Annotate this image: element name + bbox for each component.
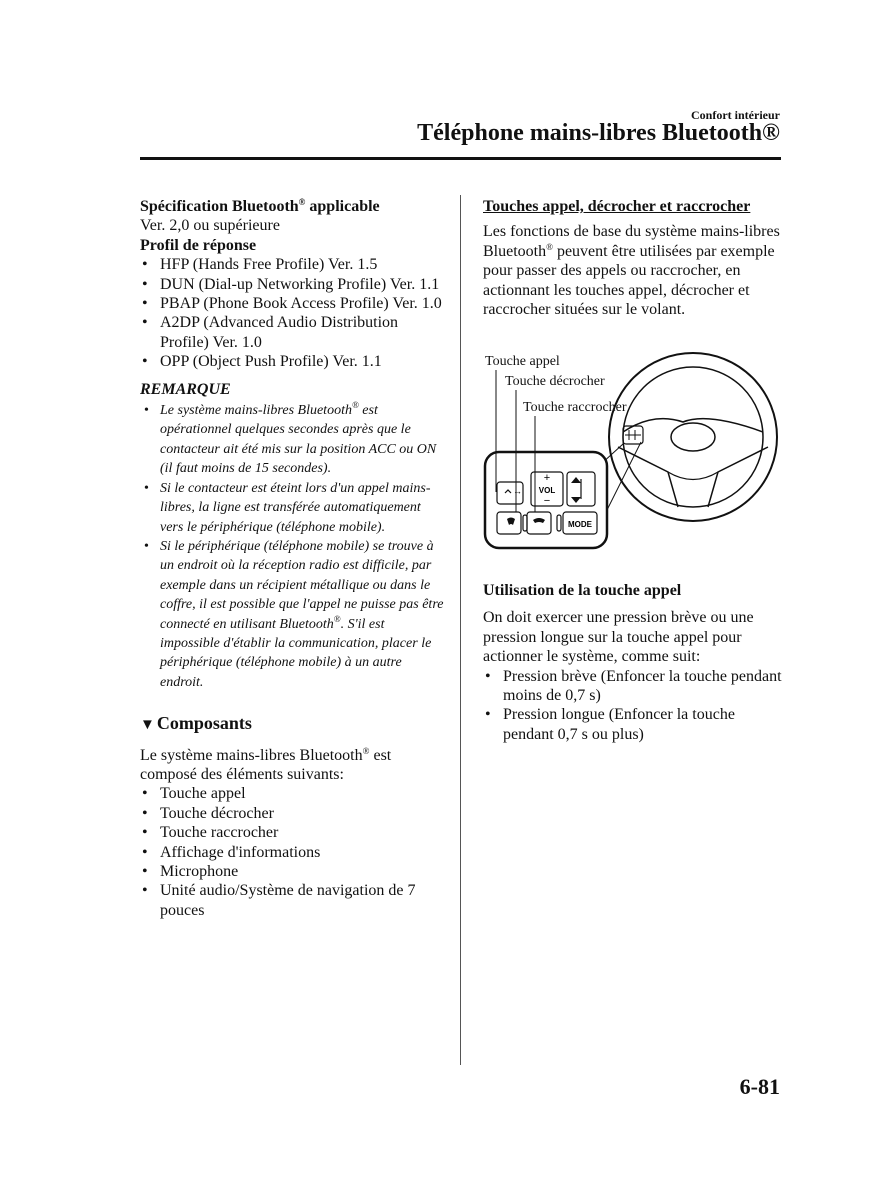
list-item: • HFP (Hands Free Profile) Ver. 1.5 (142, 256, 378, 274)
keys-paragraph: Les fonctions de base du système mains-libres Bluetooth® peuvent être utilisées par exemple pour passer des appels ou raccrocher, en actionnant les touches appel, décrocher et raccrocher situées sur le volant. (483, 223, 780, 319)
label-hangup-key: Touche raccrocher (523, 400, 627, 415)
minus-sign: − (543, 495, 551, 507)
note-list (140, 401, 445, 692)
right-column (483, 197, 783, 319)
list-item: • Pression brève (Enfoncer la touche pendant moins de 0,7 s) (485, 667, 782, 705)
list-item: • Touche décrocher (142, 804, 274, 822)
section-label: Confort intérieur (691, 108, 780, 122)
list-item: • Pression longue (Enfoncer la touche pendant 0,7 s ou plus) (485, 706, 735, 743)
components-list (140, 784, 445, 920)
page-number: 6-81 (739, 1074, 780, 1099)
mode-label: MODE (568, 520, 592, 529)
usage-list (483, 667, 783, 745)
plus-sign: + (543, 472, 551, 484)
list-item: • PBAP (Phone Book Access Profile) Ver. 1.0 (142, 295, 442, 313)
triangle-marker-icon: ▼ (140, 717, 155, 734)
usage-block (483, 581, 783, 744)
list-item: • Affichage d'informations (142, 843, 321, 861)
profile-title: Profil de réponse (140, 236, 257, 254)
steering-wheel-figure (483, 352, 783, 570)
note-item: • Si le contacteur est éteint lors d'un appel mains-libres, la ligne est transférée automatiquement vers le périphérique (téléphone mobile). (144, 480, 431, 535)
list-item: • Touche raccrocher (142, 824, 279, 842)
note-item: • Le système mains-libres Bluetooth® est opérationnel quelques secondes après que le contacteur ait été mis sur la position ACC ou ON (il faut moins de 15 secondes). (144, 400, 437, 477)
label-call-key: Touche appel (485, 354, 560, 369)
column-divider (460, 195, 461, 1065)
list-item: • DUN (Dial-up Networking Profile) Ver. 1.1 (142, 275, 440, 293)
components-intro: Le système mains-libres Bluetooth® est composé des éléments suivants: (140, 745, 392, 783)
label-pickup-key: Touche décrocher (505, 374, 605, 389)
left-column (140, 197, 445, 920)
header-rule (140, 157, 781, 160)
spec-title: Spécification Bluetooth® applicable (140, 197, 380, 215)
list-item: • Unité audio/Système de navigation de 7 pouces (142, 882, 416, 919)
list-item: • A2DP (Advanced Audio Distribution Profile) Ver. 1.0 (142, 314, 399, 351)
section-heading: ▼ Composants (140, 713, 252, 734)
profile-list (140, 255, 445, 371)
list-item: • Microphone (142, 863, 239, 880)
usage-paragraph: On doit exercer une pression brève ou une pression longue sur la touche appel pour actionner le système, comme suit: (483, 609, 754, 666)
keys-title: Touches appel, décrocher et raccrocher (483, 198, 751, 215)
note-item: • Si le périphérique (téléphone mobile) se trouve à un endroit où la réception radio est difficile, par exemple dans un récipient métallique ou dans le coffre, il est possible que l'appel ne puisse pas être connecté en utilisant Bluetooth®. S'il est impossible d'établir la communication, placer le périphérique (téléphone mobile) à un autre endroit. (144, 538, 444, 690)
usage-title: Utilisation de la touche appel (483, 582, 682, 599)
spec-version: Ver. 2,0 ou supérieure (140, 217, 280, 235)
call-button-glyph: ↔ (513, 486, 522, 496)
list-item: • Touche appel (142, 785, 246, 803)
note-title: REMARQUE (140, 380, 231, 398)
list-item: • OPP (Object Push Profile) Ver. 1.1 (142, 353, 382, 371)
page-title: Téléphone mains-libres Bluetooth® (417, 120, 780, 146)
vol-label: VOL (538, 486, 556, 495)
